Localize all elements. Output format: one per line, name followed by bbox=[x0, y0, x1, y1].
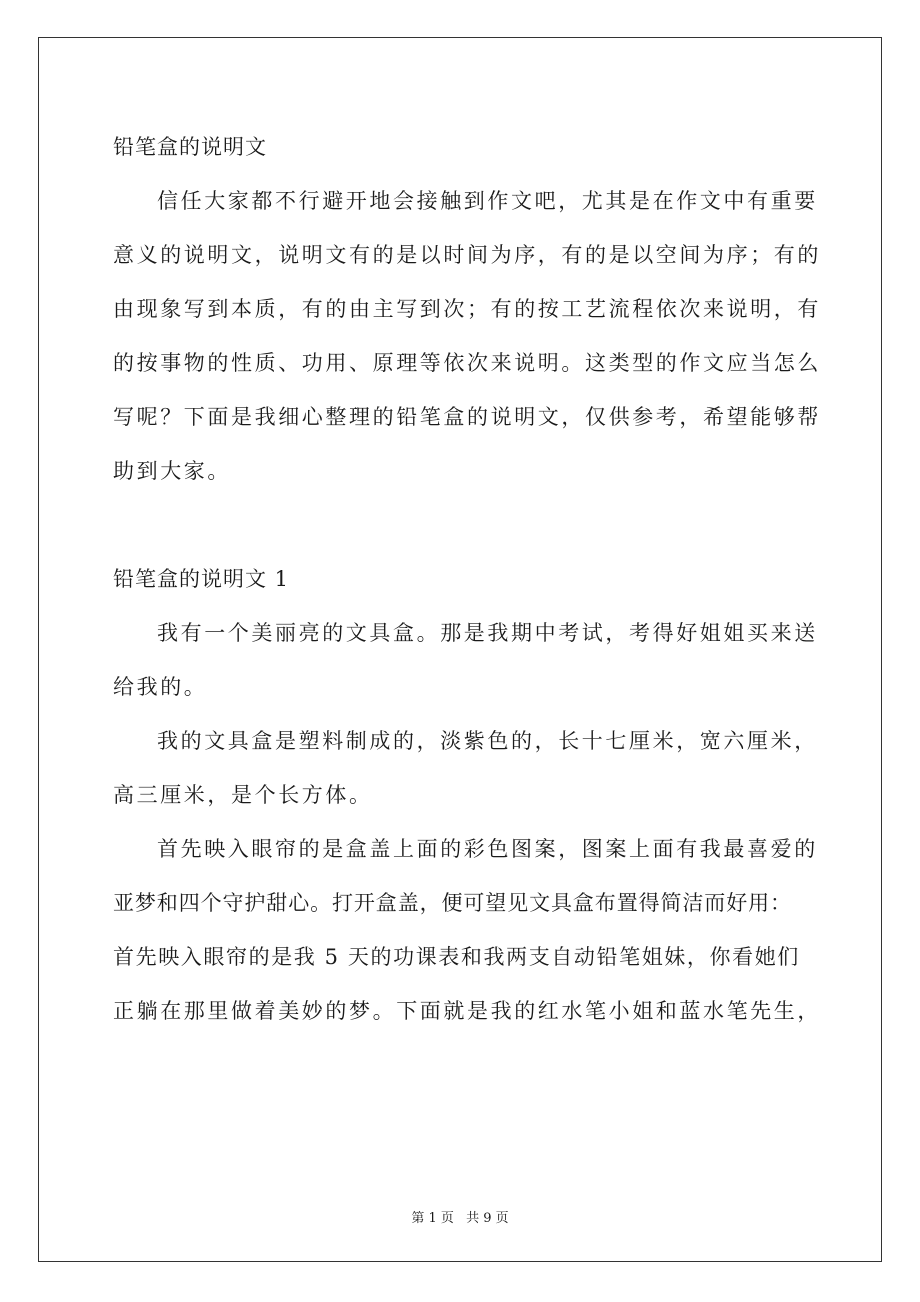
paragraph-line: 首先映入眼帘的是盒盖上面的彩色图案，图案上面有我最喜爱的 bbox=[157, 837, 818, 861]
page-footer bbox=[0, 1207, 920, 1226]
document-title: 铅笔盒的说明文 bbox=[113, 135, 267, 159]
document-body bbox=[113, 120, 821, 1038]
page-total: 共 9 页 bbox=[466, 1211, 509, 1226]
spacer bbox=[113, 498, 813, 552]
intro-line: 助到大家。 bbox=[113, 459, 231, 483]
paragraph-line: 正躺在那里做着美妙的梦。下面就是我的红水笔小姐和蓝水笔先生， bbox=[113, 999, 821, 1023]
intro-line: 的按事物的性质、功用、原理等依次来说明。这类型的作文应当怎么 bbox=[113, 351, 821, 375]
section-title: 铅笔盒的说明文 1 bbox=[113, 567, 290, 591]
intro-line: 信任大家都不行避开地会接触到作文吧，尤其是在作文中有重要 bbox=[157, 189, 818, 213]
page-number: 第 1 页 bbox=[411, 1211, 454, 1226]
paragraph-line: 亚梦和四个守护甜心。打开盒盖，便可望见文具盒布置得简洁而好用： bbox=[113, 891, 792, 915]
paragraph-line: 我有一个美丽亮的文具盒。那是我期中考试，考得好姐姐买来送 bbox=[157, 621, 818, 645]
paragraph-line: 首先映入眼帘的是我 5 天的功课表和我两支自动铅笔姐妹，你看她们 bbox=[113, 945, 800, 969]
intro-line: 写呢？下面是我细心整理的铅笔盒的说明文，仅供参考，希望能够帮 bbox=[113, 405, 821, 429]
paragraph-line: 高三厘米，是个长方体。 bbox=[113, 783, 373, 807]
intro-line: 由现象写到本质，有的由主写到次；有的按工艺流程依次来说明，有 bbox=[113, 297, 821, 321]
paragraph-line: 我的文具盒是塑料制成的，淡紫色的，长十七厘米，宽六厘米， bbox=[157, 729, 818, 753]
intro-line: 意义的说明文，说明文有的是以时间为序，有的是以空间为序；有的 bbox=[113, 243, 821, 267]
paragraph-line: 给我的。 bbox=[113, 675, 208, 699]
